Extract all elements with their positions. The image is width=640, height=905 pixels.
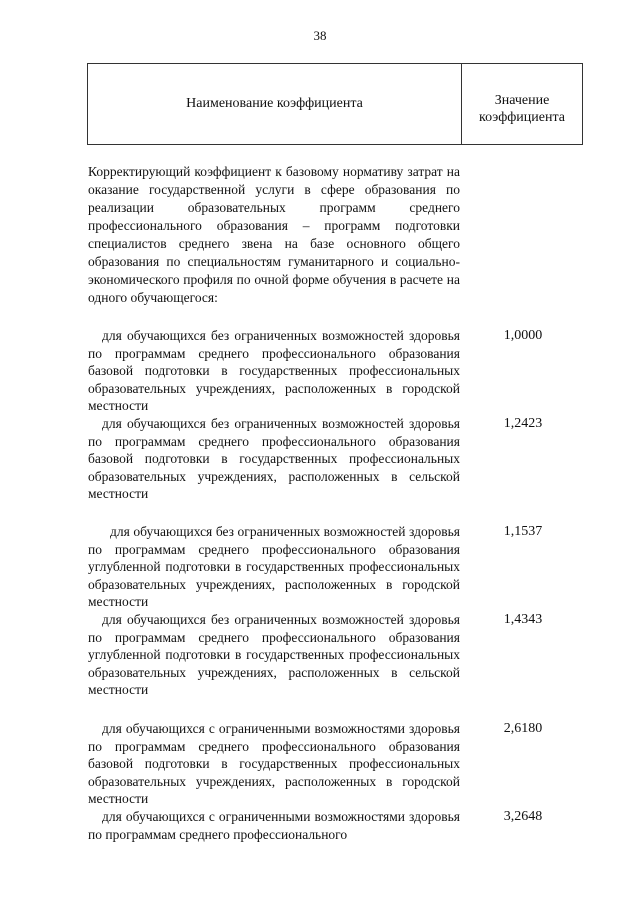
row-description: для обучающихся без ограниченных возможностей здоровья по программам среднего профессионального образования базовой подготовки в государственных профессиональных образовательных учреждениях, расположенных в городской местности <box>88 328 460 413</box>
column-header-value-line1: Значение <box>494 93 550 108</box>
row-description: для обучающихся без ограниченных возможностей здоровья по программам среднего профессионального образования углубленной подготовки в государственных профессиональных образовательных учреждениях, расположенных в сельской местности <box>88 612 460 697</box>
column-header-name: Наименование коэффициента <box>186 96 363 111</box>
row-value: 1,0000 <box>503 328 543 343</box>
table-row <box>88 523 543 611</box>
row-value: 2,6180 <box>503 721 543 736</box>
table-row <box>88 327 543 415</box>
row-description: для обучающихся без ограниченных возможностей здоровья по программам среднего профессионального образования углубленной подготовки в государственных профессиональных образовательных учреждениях, расположенных в городской местности <box>88 524 460 609</box>
table-header <box>87 63 583 145</box>
table-row <box>88 611 543 699</box>
table-row <box>88 415 543 503</box>
coefficient-description: Корректирующий коэффициент к базовому нормативу затрат на оказание государственной услуги в сфере образования по реализации образовательных программ среднего профессионального образования – программ подготовки специалистов среднего звена на базе основного общего образования по специальностям гуманитарного и социально-экономического профиля по очной форме обучения в расчете на одного обучающегося: <box>88 164 460 305</box>
column-header-value <box>462 92 582 126</box>
table-row <box>88 720 543 808</box>
row-value: 1,4343 <box>503 612 543 627</box>
row-value: 3,2648 <box>503 809 543 824</box>
row-description: для обучающихся без ограниченных возможностей здоровья по программам среднего профессионального образования базовой подготовки в государственных профессиональных образовательных учреждениях, расположенных в сельской местности <box>88 416 460 501</box>
row-description: для обучающихся с ограниченными возможностями здоровья по программам среднего профессионального <box>88 809 460 842</box>
row-value: 1,2423 <box>503 416 543 431</box>
column-header-value-line2: коэффициента <box>479 110 565 125</box>
row-value: 1,1537 <box>503 524 543 539</box>
table-row <box>88 808 543 843</box>
page-number: 38 <box>313 28 327 43</box>
row-description: для обучающихся с ограниченными возможностями здоровья по программам среднего профессионального образования базовой подготовки в государственных профессиональных образовательных учреждениях, расположенных в городской местности <box>88 721 460 806</box>
